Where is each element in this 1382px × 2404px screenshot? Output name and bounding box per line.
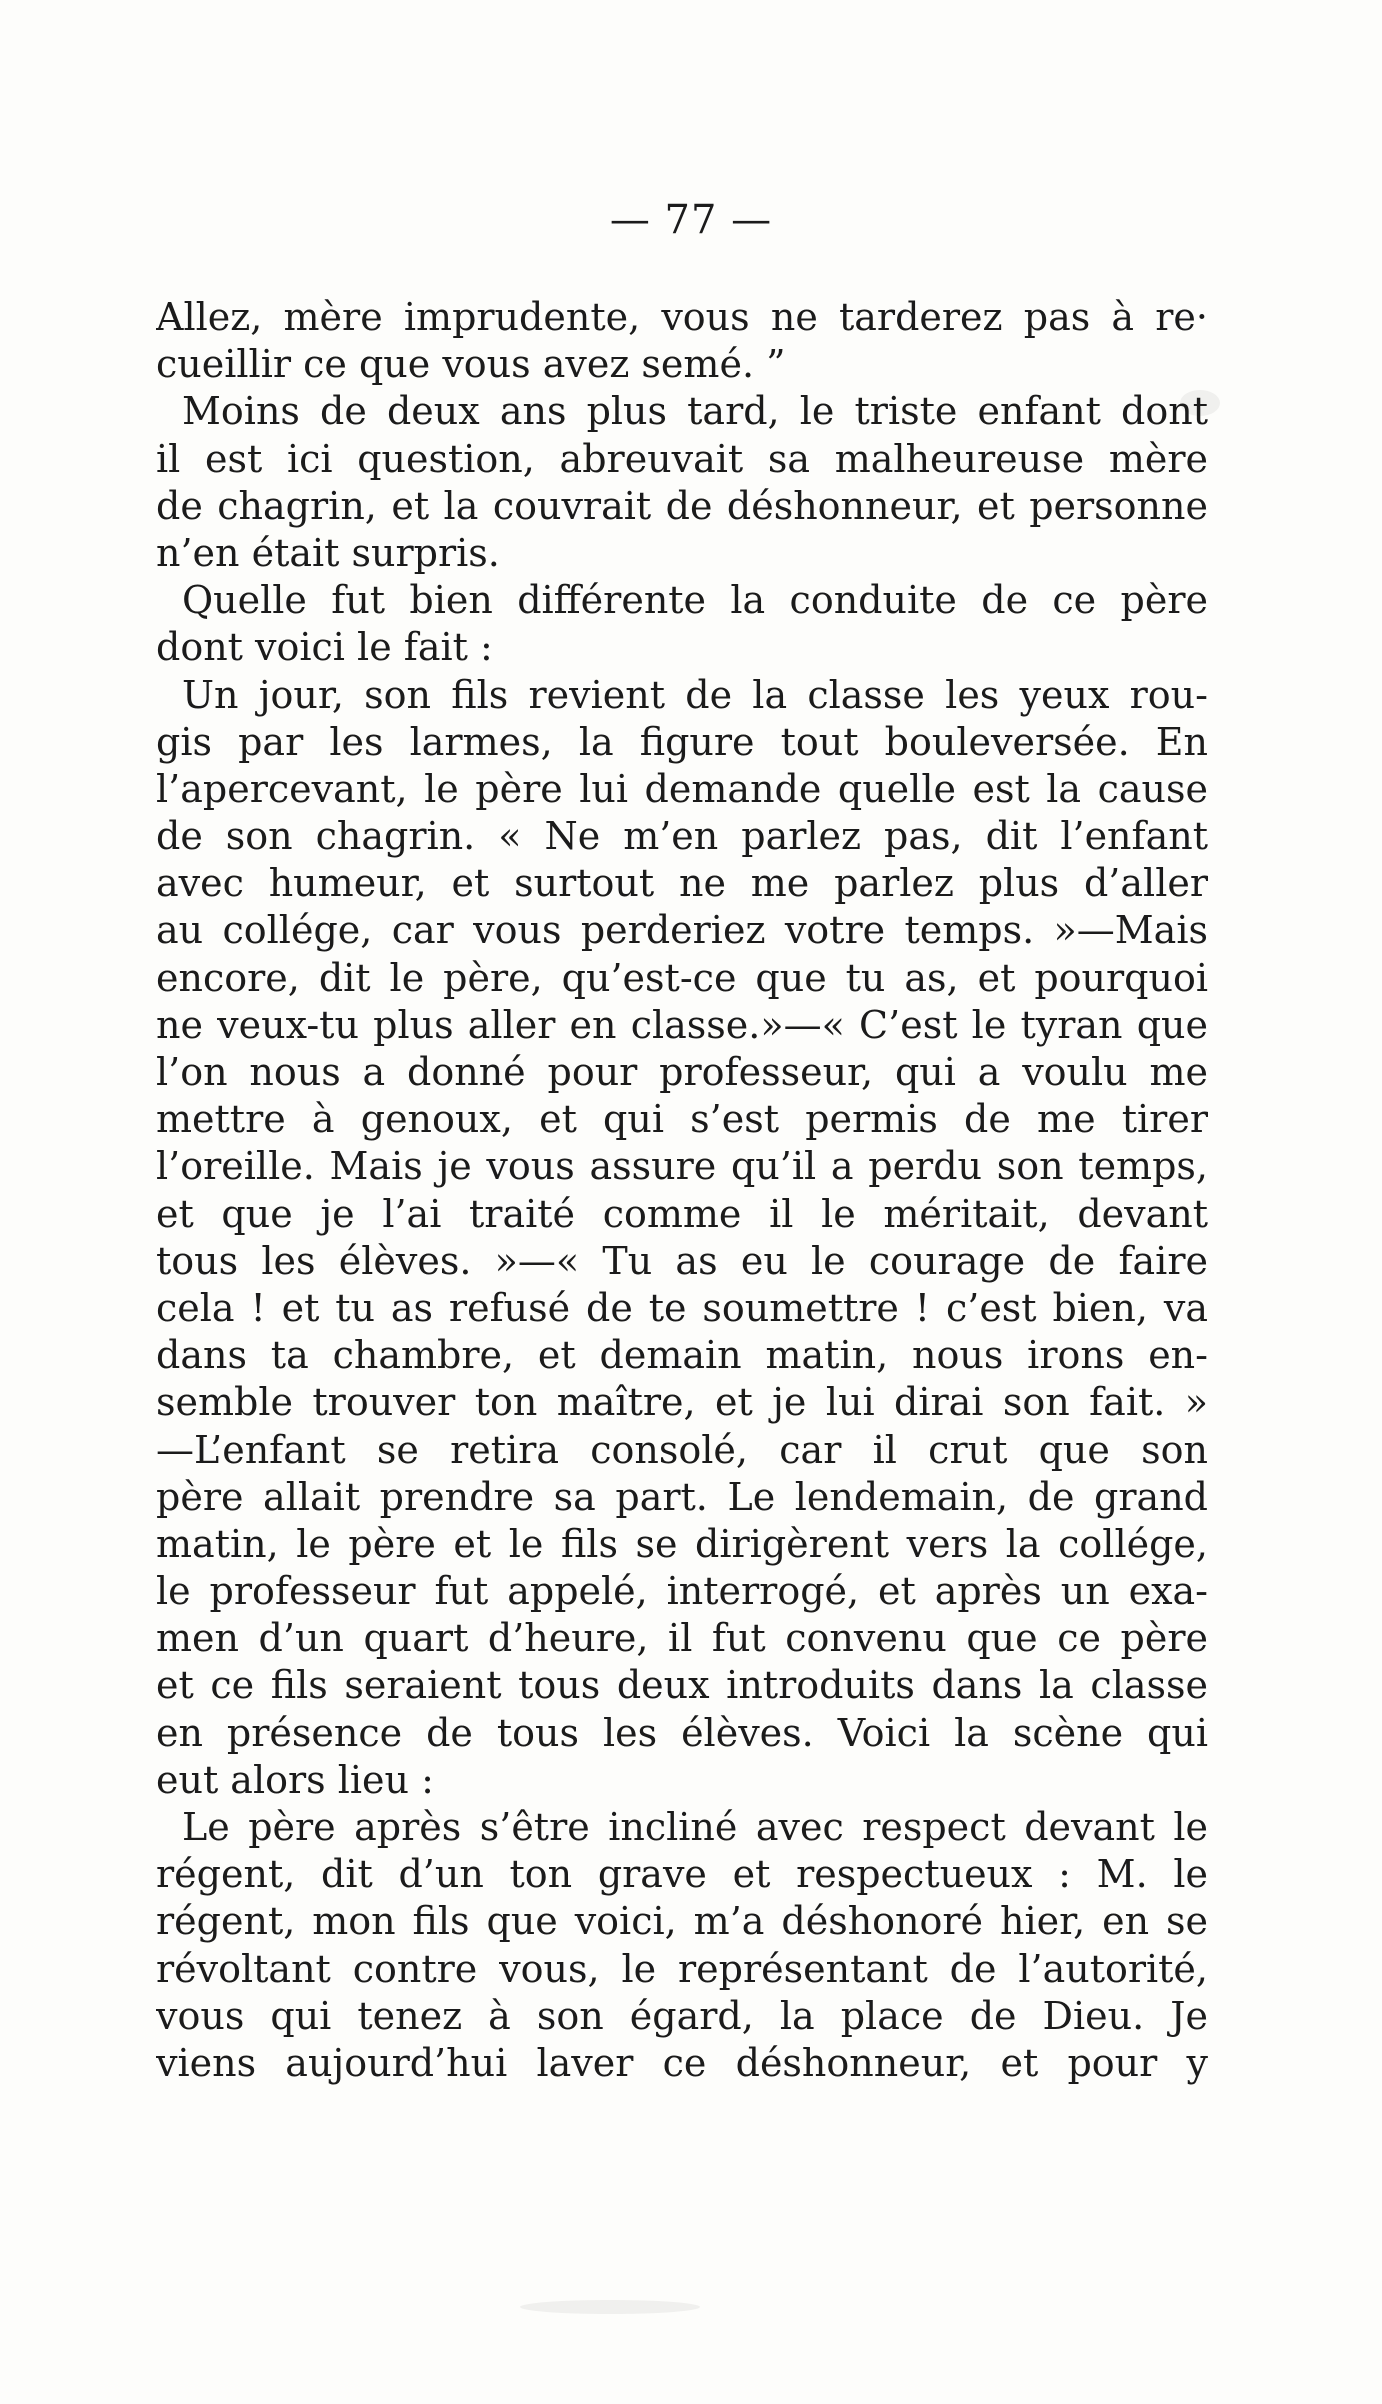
text-line: le professeur fut appelé, interrogé, et après un exa- <box>156 1569 1208 1614</box>
text-line: révoltant contre vous, le représentant de l’autorité, <box>156 1946 1208 1991</box>
text-line: régent, dit d’un ton grave et respectueux : M. le <box>156 1852 1208 1897</box>
text-line: encore, dit le père, qu’est-ce que tu as, et pourquoi <box>156 955 1208 1000</box>
text-line: Moins de deux ans plus tard, le triste enfant dont <box>182 389 1208 434</box>
text-line: viens aujourd’hui laver ce déshonneur, et pour y <box>156 2040 1208 2085</box>
text-line: tous les élèves. »—« Tu as eu le courage de faire <box>156 1238 1208 1283</box>
text-line: et ce fils seraient tous deux introduits dans la classe <box>156 1663 1208 1708</box>
text-line: régent, mon fils que voici, m’a déshonoré hier, en se <box>156 1899 1208 1944</box>
text-line: de chagrin, et la couvrait de déshonneur, et personne <box>156 483 1208 528</box>
body-text <box>156 294 1208 2087</box>
page-number: — 77 — <box>609 197 773 243</box>
text-line: dont voici le fait : <box>156 625 493 670</box>
text-line: l’oreille. Mais je vous assure qu’il a perdu son temps, <box>156 1144 1208 1189</box>
text-line: cela ! et tu as refusé de te soumettre ! c’est bien, va <box>156 1285 1208 1330</box>
text-line: l’apercevant, le père lui demande quelle est la cause <box>156 766 1208 811</box>
text-line: cueillir ce que vous avez semé. ” <box>156 342 786 387</box>
text-line: —L’enfant se retira consolé, car il crut que son <box>156 1427 1208 1472</box>
text-line: l’on nous a donné pour professeur, qui a voulu me <box>156 1050 1208 1094</box>
text-line: avec humeur, et surtout ne me parlez plus d’aller <box>156 861 1208 906</box>
text-line: ne veux-tu plus aller en classe.»—« C’est le tyran que <box>156 1002 1208 1047</box>
text-line: semble trouver ton maître, et je lui dirai son fait. » <box>156 1380 1208 1425</box>
text-line: au collége, car vous perderiez votre temps. »—Mais <box>156 908 1208 953</box>
text-line: gis par les larmes, la figure tout bouleversée. En <box>156 719 1208 764</box>
text-line: de son chagrin. « Ne m’en parlez pas, dit l’enfant <box>156 814 1208 859</box>
text-line: men d’un quart d’heure, il fut convenu que ce père <box>156 1616 1208 1661</box>
text-line: Quelle fut bien différente la conduite de ce père <box>182 578 1208 623</box>
text-line: et que je l’ai traité comme il le méritait, devant <box>156 1191 1208 1236</box>
text-line: Le père après s’être incliné avec respect devant le <box>182 1805 1208 1849</box>
text-line: eut alors lieu : <box>156 1757 434 1802</box>
text-line: Un jour, son fils revient de la classe les yeux rou- <box>182 672 1208 717</box>
text-line: en présence de tous les élèves. Voici la scène qui <box>156 1710 1208 1755</box>
text-line: mettre à genoux, et qui s’est permis de me tirer <box>156 1097 1208 1142</box>
text-line: Allez, mère imprudente, vous ne tarderez pas à re· <box>156 295 1208 339</box>
text-line: vous qui tenez à son égard, la place de Dieu. Je <box>156 1993 1208 2038</box>
text-line: père allait prendre sa part. Le lendemain, de grand <box>156 1474 1208 1519</box>
text-line: dans ta chambre, et demain matin, nous irons en- <box>156 1333 1208 1378</box>
text-line: il est ici question, abreuvait sa malheureuse mère <box>156 436 1208 481</box>
print-smudge <box>520 2300 700 2314</box>
text-line: matin, le père et le fils se dirigèrent vers la collége, <box>156 1521 1208 1566</box>
text-line: n’en était surpris. <box>156 530 500 575</box>
